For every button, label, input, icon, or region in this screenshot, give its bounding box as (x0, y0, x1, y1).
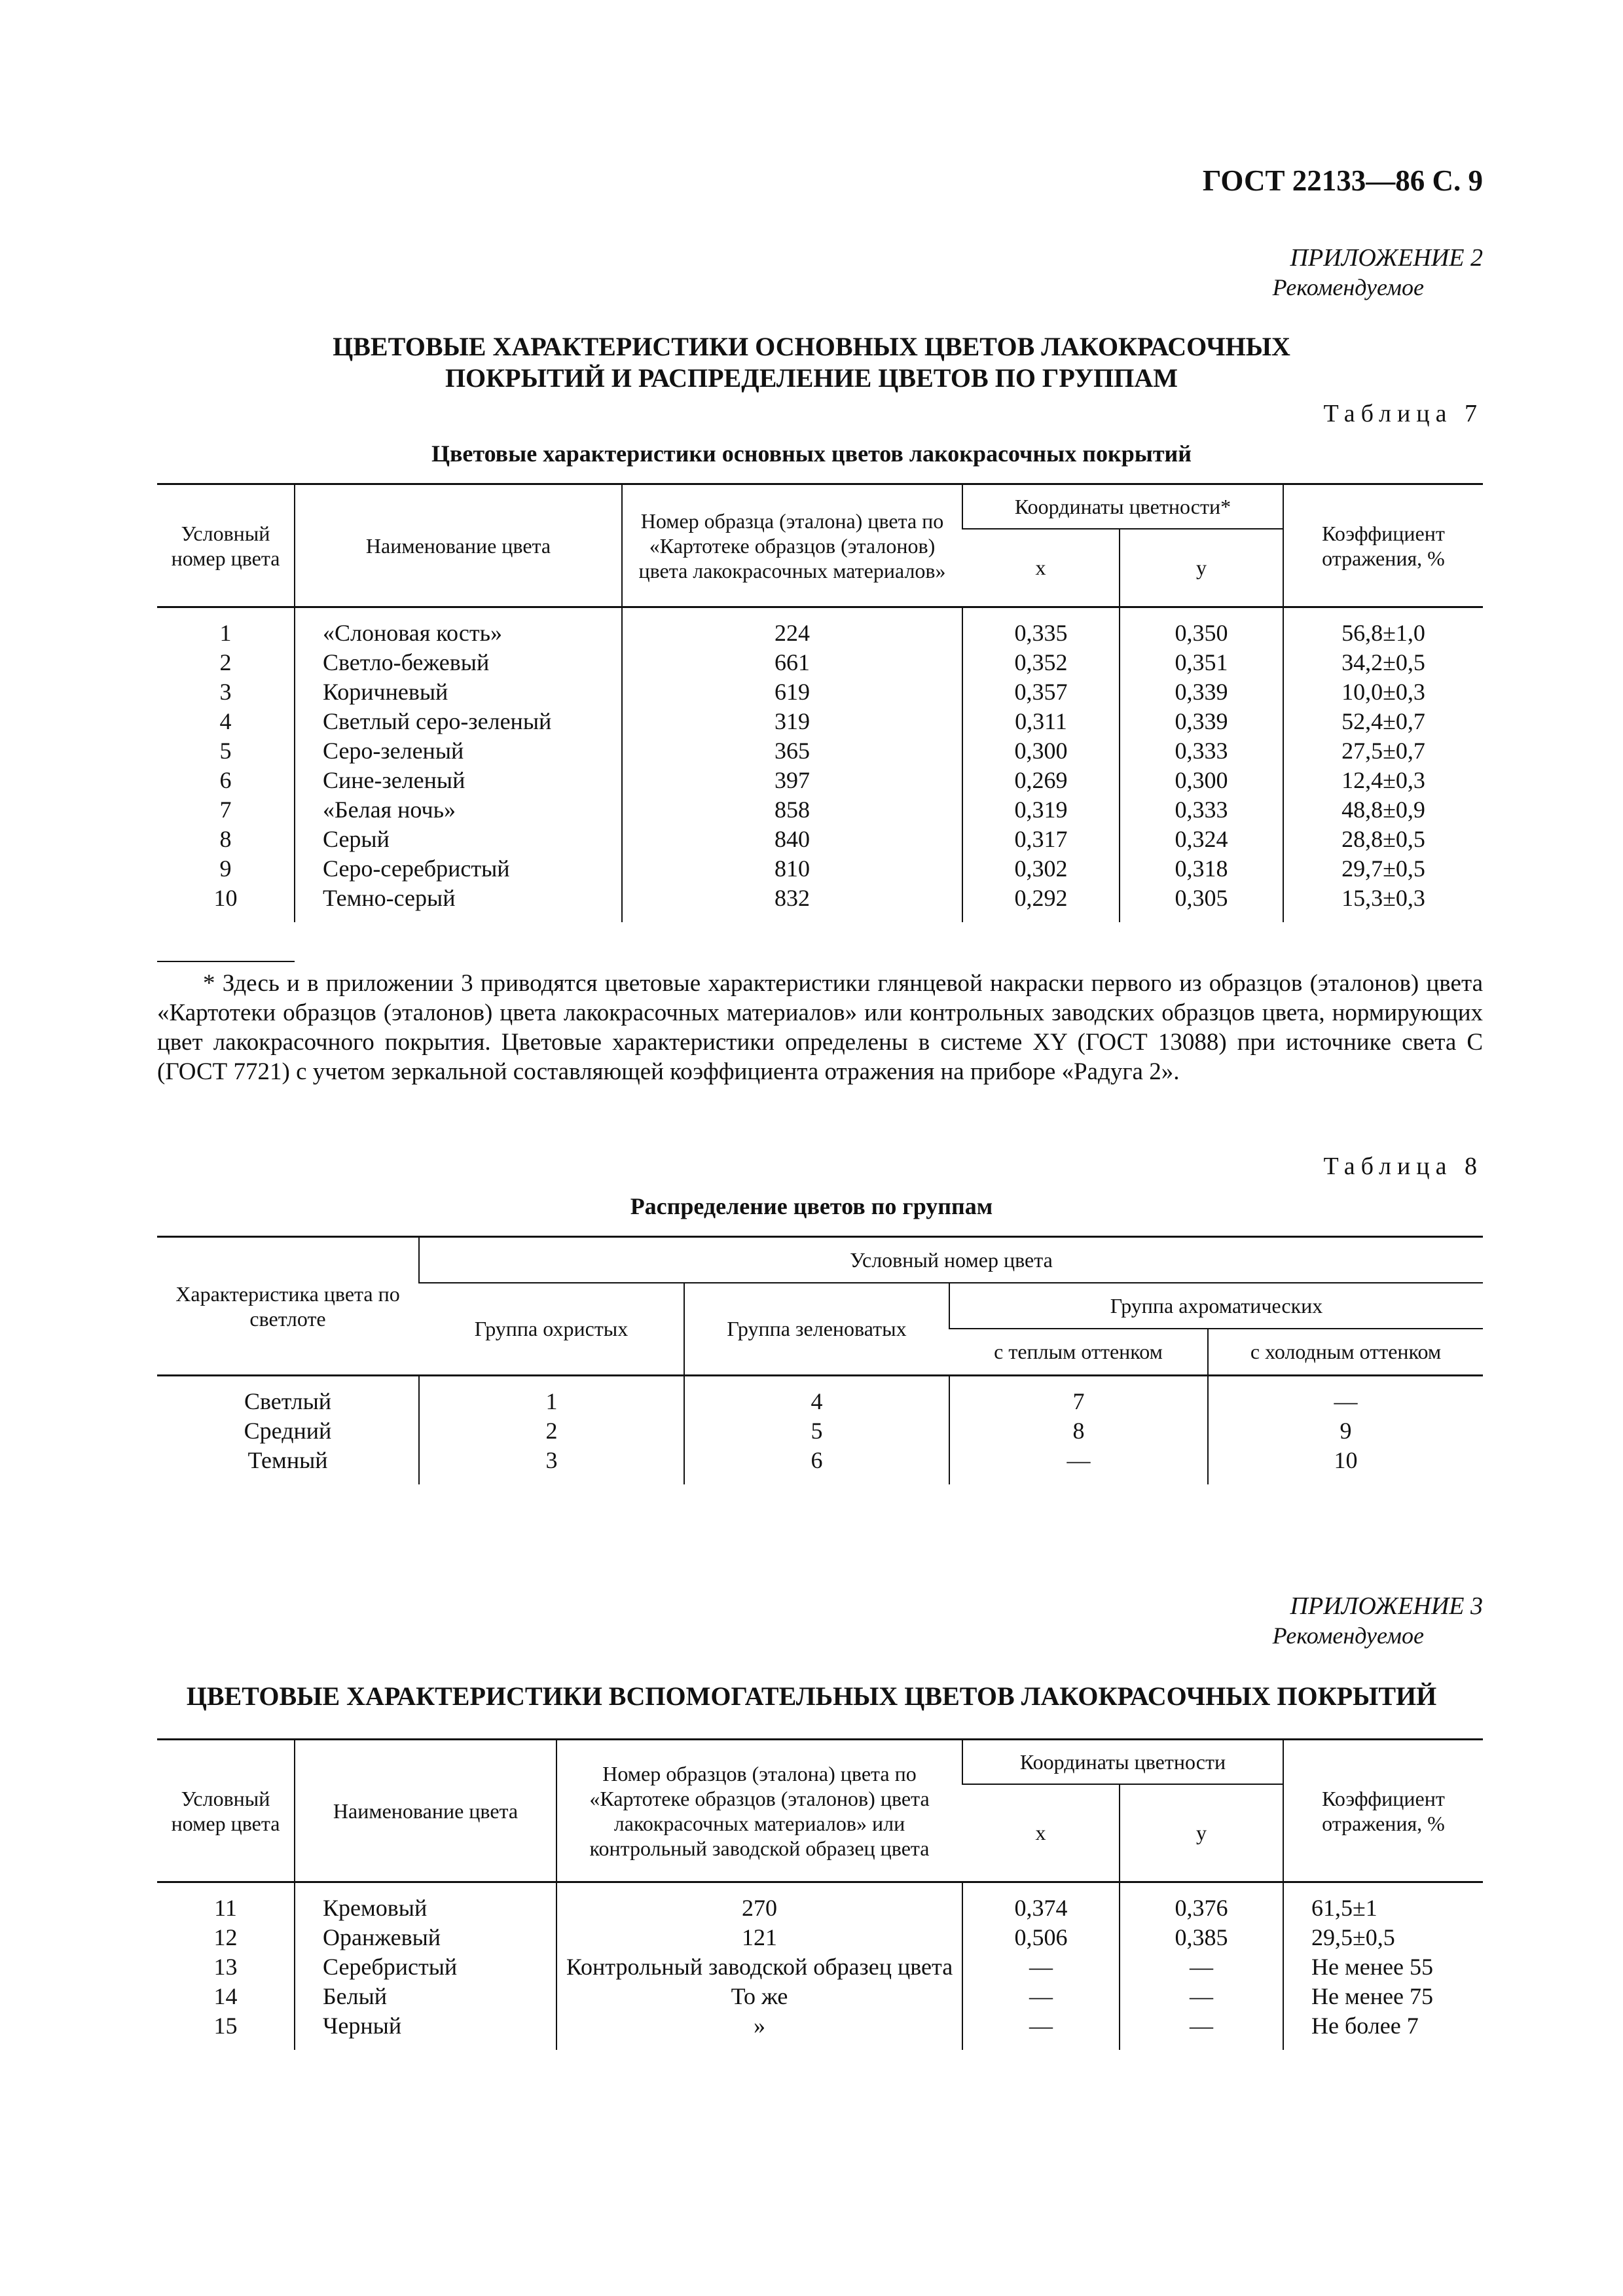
table9-cell-sample: То же (556, 1982, 962, 2011)
table7-cell-x: 0,269 (962, 766, 1120, 795)
table9-cell-y: — (1120, 1952, 1283, 1982)
table9-cell-refl: Не более 7 (1283, 2011, 1483, 2050)
t8-header-char: Характеристика цвета по светлоте (157, 1237, 419, 1376)
table9-row (157, 1952, 1483, 1982)
table7-cell-num: 4 (219, 708, 232, 734)
table7-cell-x: 0,319 (962, 795, 1120, 825)
table8-row (157, 1416, 1483, 1446)
t7-header-y: y (1120, 529, 1283, 607)
table7-cell-num: 9 (219, 855, 232, 882)
table9-cell-num: 12 (213, 1924, 238, 1950)
table7-cell-x: 0,317 (962, 825, 1120, 854)
table9-cell-name: Оранжевый (295, 1923, 556, 1952)
table7-cell-refl: 12,4±0,3 (1283, 766, 1483, 795)
table7-row (157, 825, 1483, 854)
t8-header-warm: с теплым оттенком (949, 1329, 1208, 1376)
table7-row (157, 607, 1483, 649)
table9-cell-refl: 29,5±0,5 (1283, 1923, 1483, 1952)
table9-cell-num: 15 (213, 2013, 238, 2039)
table9-cell-x: — (962, 1982, 1120, 2011)
table7-cell-num: 8 (219, 826, 232, 852)
appendix2-label: ПРИЛОЖЕНИЕ 2 (1290, 244, 1483, 272)
table7-cell-sample: 365 (622, 736, 962, 766)
table7-cell-name: «Слоновая кость» (295, 607, 622, 649)
table7-row (157, 795, 1483, 825)
table7-cell-refl: 27,5±0,7 (1283, 736, 1483, 766)
table9-cell-sample: 270 (556, 1882, 962, 1924)
table7-row (157, 736, 1483, 766)
table7-cell-x: 0,292 (962, 884, 1120, 922)
t7-header-name: Наименование цвета (295, 484, 622, 607)
table7-row (157, 766, 1483, 795)
page-header: ГОСТ 22133—86 С. 9 (1202, 164, 1483, 197)
t9-header-x: x (962, 1784, 1120, 1882)
table8-cell-cold: 9 (1208, 1416, 1483, 1446)
table9-cell-name: Черный (295, 2011, 556, 2050)
table7-cell-refl: 34,2±0,5 (1283, 648, 1483, 677)
table9-row (157, 2011, 1483, 2050)
t8-header-green: Группа зеленоватых (684, 1283, 949, 1376)
table8-cell-ochre: 3 (419, 1446, 684, 1484)
t7-header-refl: Коэффициент отражения, % (1283, 484, 1483, 607)
table9-cell-sample: 121 (556, 1923, 962, 1952)
table7-cell-num: 7 (219, 797, 232, 823)
table7-cell-refl: 56,8±1,0 (1283, 607, 1483, 649)
table7-cell-refl: 52,4±0,7 (1283, 707, 1483, 736)
table7-cell-refl: 48,8±0,9 (1283, 795, 1483, 825)
table9-cell-num: 14 (213, 1983, 238, 2009)
table7-cell-y: 0,318 (1120, 854, 1283, 884)
table8-cell-ochre: 1 (419, 1376, 684, 1417)
table7-cell-name: Серый (295, 825, 622, 854)
table7-cell-refl: 29,7±0,5 (1283, 854, 1483, 884)
table7-cell-sample: 832 (622, 884, 962, 922)
table9-cell-name: Кремовый (295, 1882, 556, 1924)
table7-cell-y: 0,339 (1120, 707, 1283, 736)
appendix2-title-line1: ЦВЕТОВЫЕ ХАРАКТЕРИСТИКИ ОСНОВНЫХ ЦВЕТОВ ЛАКОКРАСОЧНЫХ (333, 332, 1290, 361)
table7-cell-sample: 619 (622, 677, 962, 707)
table7-cell-name: Серо-зеленый (295, 736, 622, 766)
table8-row (157, 1376, 1483, 1417)
table9 (157, 1738, 1483, 2050)
table8-cell-warm: 7 (949, 1376, 1208, 1417)
table7-cell-num: 2 (219, 649, 232, 675)
footnote: * Здесь и в приложении 3 приводятся цветовые характеристики глянцевой накраски первого из образцов (эталонов) цвета «Картотеки образцов (эталонов) цвета лакокрасочных материалов» или контрольных заводских образцов цвета, нормирующих цвет лакокрасочного покрытия. Цветовые характеристики определены в системе XY (ГОСТ 13088) при источнике света С (ГОСТ 7721) с учетом зеркальной составляющей коэффициента отражения на приборе «Радуга 2». (157, 970, 1483, 1085)
table8-cell-green: 5 (684, 1416, 949, 1446)
table7-cell-x: 0,352 (962, 648, 1120, 677)
table7-cell-refl: 15,3±0,3 (1283, 884, 1483, 922)
table9-cell-x: 0,506 (962, 1923, 1120, 1952)
table7-cell-x: 0,311 (962, 707, 1120, 736)
table7-cell-x: 0,300 (962, 736, 1120, 766)
table7-cell-num: 6 (219, 767, 232, 793)
table7-cell-sample: 810 (622, 854, 962, 884)
table7-cell-num: 1 (219, 620, 232, 646)
table9-cell-y: 0,385 (1120, 1923, 1283, 1952)
table8-cell-green: 6 (684, 1446, 949, 1484)
table9-cell-y: 0,376 (1120, 1882, 1283, 1924)
table7-cell-num: 10 (213, 885, 238, 911)
table7-cell-name: Темно-серый (295, 884, 622, 922)
appendix3-label: ПРИЛОЖЕНИЕ 3 (1290, 1592, 1483, 1620)
table8-cell-warm: 8 (949, 1416, 1208, 1446)
table7-cell-x: 0,302 (962, 854, 1120, 884)
appendix2-title (0, 331, 1623, 394)
table9-cell-y: — (1120, 1982, 1283, 2011)
table9-cell-num: 13 (213, 1954, 238, 1980)
table9-cell-name: Белый (295, 1982, 556, 2011)
table7-cell-sample: 397 (622, 766, 962, 795)
table7-cell-num: 5 (219, 738, 232, 764)
t9-header-coords: Координаты цветности (962, 1740, 1283, 1784)
table9-cell-x: — (962, 2011, 1120, 2050)
table7-cell-y: 0,324 (1120, 825, 1283, 854)
table9-cell-x: — (962, 1952, 1120, 1982)
table7-cell-x: 0,335 (962, 607, 1120, 649)
t9-header-refl: Коэффициент отражения, % (1283, 1740, 1483, 1882)
table9-cell-name: Серебристый (295, 1952, 556, 1982)
table7-cell-name: Сине-зеленый (295, 766, 622, 795)
t7-header-x: x (962, 529, 1120, 607)
table7-cell-name: Коричневый (295, 677, 622, 707)
t9-header-sample: Номер образцов (эталона) цвета по «Картотеке образцов (эталонов) цвета лакокрасочных материалов» или контрольный заводской образец цвета (556, 1740, 962, 1882)
table9-cell-refl: 61,5±1 (1283, 1882, 1483, 1924)
table7-number: Таблица 7 (1323, 400, 1483, 427)
table8-cell-char: Светлый (244, 1388, 332, 1414)
t7-header-coords: Координаты цветности* (962, 484, 1283, 529)
table8-cell-char: Средний (244, 1418, 332, 1444)
table7-row (157, 677, 1483, 707)
table8-caption: Распределение цветов по группам (630, 1193, 993, 1219)
table9-cell-refl: Не менее 55 (1283, 1952, 1483, 1982)
table7-cell-name: «Белая ночь» (295, 795, 622, 825)
table7-cell-refl: 28,8±0,5 (1283, 825, 1483, 854)
table7 (157, 483, 1483, 922)
table9-row (157, 1982, 1483, 2011)
appendix2-title-line2: ПОКРЫТИЙ И РАСПРЕДЕЛЕНИЕ ЦВЕТОВ ПО ГРУППАМ (445, 363, 1178, 393)
table7-cell-name: Серо-серебристый (295, 854, 622, 884)
table8-number: Таблица 8 (1323, 1153, 1483, 1180)
table7-row (157, 854, 1483, 884)
table7-cell-sample: 224 (622, 607, 962, 649)
table8-cell-warm: — (949, 1446, 1208, 1484)
table7-row (157, 707, 1483, 736)
table7-row (157, 884, 1483, 922)
t7-header-sample: Номер образца (эталона) цвета по «Картотеке образцов (эталонов) цвета лакокрасочных материалов» (622, 484, 962, 607)
appendix2-status: Рекомендуемое (1272, 274, 1424, 300)
table7-cell-sample: 840 (622, 825, 962, 854)
table9-cell-sample: Контрольный заводской образец цвета (556, 1952, 962, 1982)
table8-cell-cold: — (1208, 1376, 1483, 1417)
table7-caption: Цветовые характеристики основных цветов лакокрасочных покрытий (431, 440, 1192, 467)
t8-header-cond: Условный номер цвета (419, 1237, 1483, 1283)
table8-cell-green: 4 (684, 1376, 949, 1417)
table9-cell-x: 0,374 (962, 1882, 1120, 1924)
table9-row (157, 1923, 1483, 1952)
table7-cell-y: 0,351 (1120, 648, 1283, 677)
table9-row (157, 1882, 1483, 1924)
table9-cell-sample: » (556, 2011, 962, 2050)
table9-cell-refl: Не менее 75 (1283, 1982, 1483, 2011)
table7-cell-y: 0,333 (1120, 736, 1283, 766)
t8-header-cold: с холодным оттенком (1208, 1329, 1483, 1376)
footnote-separator (157, 961, 295, 962)
table7-cell-y: 0,300 (1120, 766, 1283, 795)
t8-header-ochre: Группа охристых (419, 1283, 684, 1376)
appendix3-status: Рекомендуемое (1272, 1623, 1424, 1649)
table9-cell-num: 11 (214, 1895, 237, 1921)
t8-header-achrom: Группа ахроматических (949, 1283, 1483, 1329)
table7-cell-num: 3 (219, 679, 232, 705)
table7-cell-y: 0,333 (1120, 795, 1283, 825)
t7-header-num: Условный номер цвета (157, 484, 295, 607)
table7-cell-sample: 319 (622, 707, 962, 736)
table8 (157, 1236, 1483, 1484)
t9-header-num: Условный номер цвета (157, 1740, 295, 1882)
table7-cell-name: Светло-бежевый (295, 648, 622, 677)
table7-row (157, 648, 1483, 677)
table8-cell-char: Темный (247, 1447, 328, 1473)
table8-cell-cold: 10 (1208, 1446, 1483, 1484)
table9-cell-y: — (1120, 2011, 1283, 2050)
table7-cell-name: Светлый серо-зеленый (295, 707, 622, 736)
table7-cell-x: 0,357 (962, 677, 1120, 707)
table7-cell-sample: 661 (622, 648, 962, 677)
table7-cell-refl: 10,0±0,3 (1283, 677, 1483, 707)
t9-header-y: y (1120, 1784, 1283, 1882)
table8-row (157, 1446, 1483, 1484)
table7-cell-y: 0,339 (1120, 677, 1283, 707)
table7-cell-y: 0,305 (1120, 884, 1283, 922)
table7-cell-sample: 858 (622, 795, 962, 825)
table7-cell-y: 0,350 (1120, 607, 1283, 649)
table8-cell-ochre: 2 (419, 1416, 684, 1446)
t9-header-name: Наименование цвета (295, 1740, 556, 1882)
appendix3-title: ЦВЕТОВЫЕ ХАРАКТЕРИСТИКИ ВСПОМОГАТЕЛЬНЫХ ЦВЕТОВ ЛАКОКРАСОЧНЫХ ПОКРЫТИЙ (186, 1681, 1437, 1711)
